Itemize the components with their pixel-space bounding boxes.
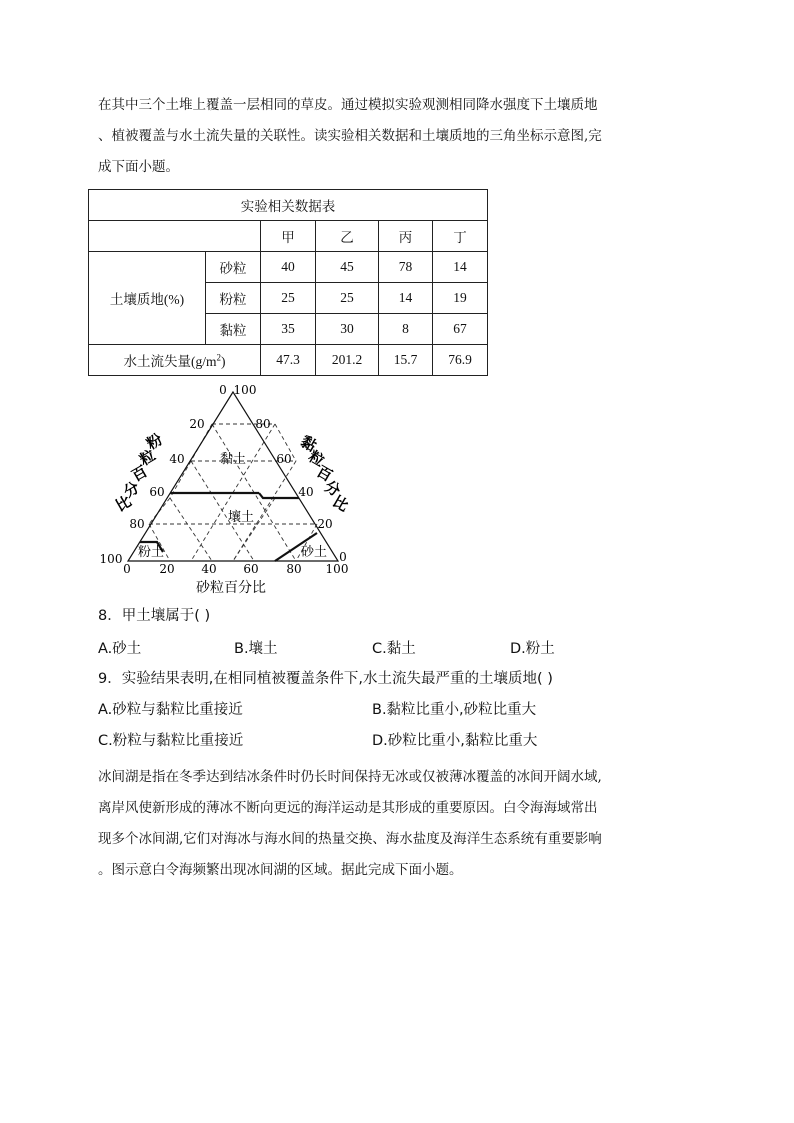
table-cell: 76.9 bbox=[433, 345, 488, 376]
intro-line-1: 在其中三个土堆上覆盖一层相同的草皮。通过模拟实验观测相同降水强度下土壤质地 bbox=[98, 97, 598, 113]
passage-2-line-3: 现多个冰间湖,它们对海冰与海水间的热量交换、海水盐度及海洋生态系统有重要影响 bbox=[98, 831, 602, 847]
left-tick: 60 bbox=[149, 485, 165, 499]
table-cell: 14 bbox=[433, 252, 488, 283]
right-tick: 60 bbox=[276, 452, 292, 466]
passage-2 bbox=[98, 762, 698, 886]
left-tick: 20 bbox=[189, 417, 205, 431]
q8-option-c[interactable]: C.黏土 bbox=[372, 641, 416, 657]
right-axis-title bbox=[297, 432, 351, 515]
table-col-header: 丁 bbox=[433, 221, 488, 252]
passage-2-line-1: 冰间湖是指在冬季达到结冰条件时仍长时间保持无冰或仅被薄冰覆盖的冰间开阔水域, bbox=[98, 769, 602, 785]
q9-option-d[interactable]: D.砂粒比重小,黏粒比重大 bbox=[372, 733, 538, 749]
table-cell: 15.7 bbox=[379, 345, 433, 376]
soil-texture-triangle-diagram bbox=[95, 380, 355, 598]
q8-option-b[interactable]: B.壤土 bbox=[234, 641, 278, 657]
right-axis-char: 黏 bbox=[297, 432, 320, 456]
intro-line-2: 、植被覆盖与水土流失量的关联性。读实验相关数据和土壤质地的三角坐标示意图,完 bbox=[98, 128, 602, 144]
bottom-tick: 60 bbox=[243, 562, 259, 576]
bottom-axis-title: 砂粒百分比 bbox=[196, 580, 266, 596]
apex-label-100: 100 bbox=[233, 383, 257, 397]
table-cell: 25 bbox=[316, 283, 379, 314]
loss-label-sup: 2 bbox=[216, 352, 221, 363]
intro-paragraph bbox=[98, 90, 698, 183]
experiment-data-table bbox=[88, 189, 488, 376]
left-axis-title bbox=[112, 430, 165, 515]
passage-2-line-4: 。图示意白令海频繁出现冰间湖的区域。据此完成下面小题。 bbox=[98, 862, 463, 878]
q9-option-a[interactable]: A.砂粒与黏粒比重接近 bbox=[98, 702, 243, 718]
table-cell: 47.3 bbox=[261, 345, 316, 376]
table-col-header: 乙 bbox=[316, 221, 379, 252]
q8-option-a[interactable]: A.砂土 bbox=[98, 641, 142, 657]
left-axis-char: 粉 bbox=[143, 430, 166, 454]
left-tick: 100 bbox=[99, 552, 123, 566]
bottom-tick: 0 bbox=[123, 562, 131, 576]
left-tick: 80 bbox=[129, 517, 145, 531]
right-axis-char: 粒 bbox=[305, 447, 328, 471]
intro-line-3: 成下面小题。 bbox=[98, 159, 179, 175]
table-cell: 30 bbox=[316, 314, 379, 345]
loss-label-end: ) bbox=[221, 354, 226, 369]
region-loam-label: 壤土 bbox=[227, 510, 255, 525]
table-cell: 67 bbox=[433, 314, 488, 345]
right-tick: 20 bbox=[317, 517, 333, 531]
table-cell: 35 bbox=[261, 314, 316, 345]
table-caption: 实验相关数据表 bbox=[89, 190, 488, 221]
left-axis-char: 比 bbox=[112, 492, 135, 516]
q8-option-d[interactable]: D.粉土 bbox=[510, 641, 555, 657]
bottom-tick: 100 bbox=[325, 562, 349, 576]
table-row-label: 黏粒 bbox=[206, 314, 261, 345]
right-axis-char: 百 bbox=[313, 462, 336, 486]
apex-label-0: 0 bbox=[219, 383, 227, 397]
right-tick: 80 bbox=[255, 417, 271, 431]
question-9-stem: 9．实验结果表明,在相同植被覆盖条件下,水土流失最严重的土壤质地( ) bbox=[98, 671, 553, 687]
right-tick: 0 bbox=[339, 550, 347, 564]
table-col-header: 丙 bbox=[379, 221, 433, 252]
table-cell: 8 bbox=[379, 314, 433, 345]
table-col-header: 甲 bbox=[261, 221, 316, 252]
right-tick: 40 bbox=[298, 485, 314, 499]
bottom-tick: 20 bbox=[159, 562, 175, 576]
left-axis-char: 分 bbox=[120, 478, 143, 502]
left-axis-char: 百 bbox=[128, 462, 151, 486]
loss-label-text: 水土流失量(g/m bbox=[123, 354, 217, 369]
table-header-blank bbox=[89, 221, 261, 252]
question-8-stem: 8．甲土壤属于( ) bbox=[98, 608, 211, 624]
table-cell: 14 bbox=[379, 283, 433, 314]
table-loss-label bbox=[89, 345, 261, 376]
left-axis-char: 粒 bbox=[136, 446, 159, 470]
region-sand-label: 砂土 bbox=[300, 545, 328, 560]
table-row-label: 粉粒 bbox=[206, 283, 261, 314]
table-cell: 201.2 bbox=[316, 345, 379, 376]
table-cell: 78 bbox=[379, 252, 433, 283]
q9-option-b[interactable]: B.黏粒比重小,砂粒比重大 bbox=[372, 702, 537, 718]
table-cell: 25 bbox=[261, 283, 316, 314]
region-clay-label: 黏土 bbox=[219, 452, 247, 467]
table-cell: 19 bbox=[433, 283, 488, 314]
table-cell: 45 bbox=[316, 252, 379, 283]
bottom-tick: 80 bbox=[286, 562, 302, 576]
table-cell: 40 bbox=[261, 252, 316, 283]
left-tick: 40 bbox=[169, 452, 185, 466]
table-row-label: 砂粒 bbox=[206, 252, 261, 283]
q9-option-c[interactable]: C.粉粒与黏粒比重接近 bbox=[98, 733, 244, 749]
bottom-tick: 40 bbox=[201, 562, 217, 576]
passage-2-line-2: 离岸风使新形成的薄冰不断向更远的海洋运动是其形成的重要原因。白令海海域常出 bbox=[98, 800, 598, 816]
right-axis-char: 比 bbox=[329, 492, 352, 516]
triangle-outline bbox=[128, 392, 338, 561]
region-silt-label: 粉土 bbox=[137, 545, 165, 560]
table-group-label: 土壤质地(%) bbox=[89, 252, 206, 345]
right-axis-char: 分 bbox=[321, 477, 344, 501]
